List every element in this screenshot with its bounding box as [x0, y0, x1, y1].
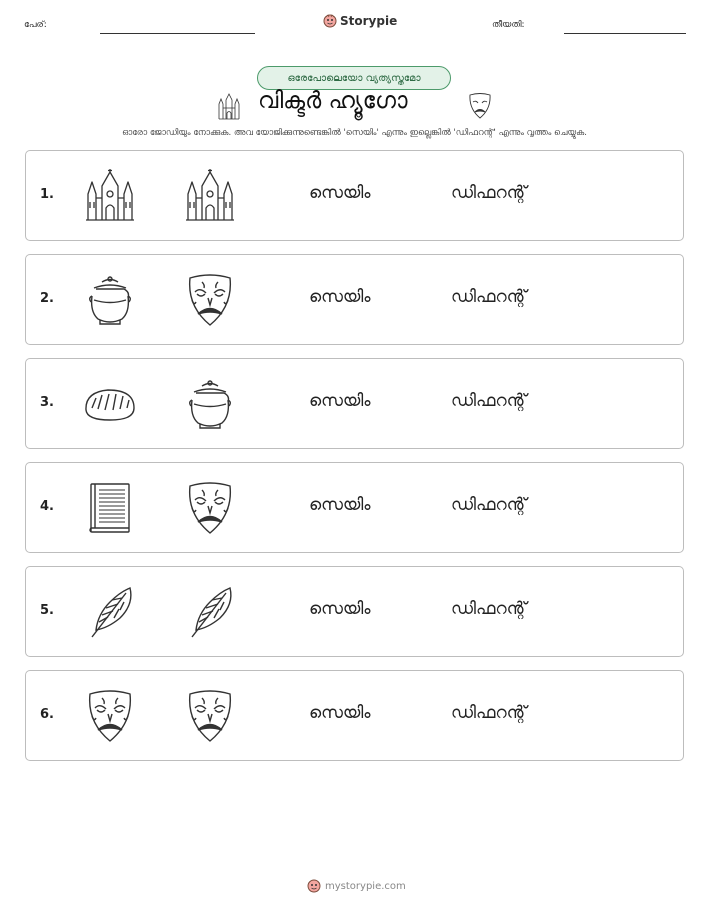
footer [307, 879, 406, 893]
brand-logo [323, 14, 397, 28]
tragedy-mask-icon [82, 688, 138, 744]
storypie-logo-icon [323, 14, 337, 28]
tragedy-mask-icon [182, 272, 238, 328]
same-option[interactable]: സെയിം [309, 183, 371, 203]
book-icon [82, 480, 138, 536]
page-title: വിക്ടർ ഹ്യൂഗോ [258, 88, 408, 114]
different-option[interactable]: ഡിഫറന്റ് [451, 495, 527, 515]
name-line[interactable] [100, 33, 255, 34]
worksheet-header [0, 12, 709, 40]
different-option[interactable]: ഡിഫറന്റ് [451, 287, 527, 307]
quill-feather-icon [82, 584, 138, 640]
footer-website[interactable]: mystorypie.com [325, 880, 406, 892]
instructions-text: ഓരോ ജോഡിയും നോക്കുക. അവ യോജിക്കുന്നുണ്ടെങ്കിൽ 'സെയിം' എന്നും ഇല്ലെങ്കിൽ 'ഡിഫറന്റ്' എന്നും വൃത്തം ചെയ്യുക. [122, 128, 587, 138]
brand-name: Storypie [340, 14, 398, 28]
tragedy-mask-icon [182, 688, 238, 744]
tragedy-mask-icon [468, 92, 492, 120]
question-row-6 [25, 670, 684, 761]
storypie-logo-icon [307, 879, 321, 893]
pot-icon [82, 272, 138, 328]
date-line[interactable] [564, 33, 686, 34]
question-number: 5. [40, 603, 54, 618]
question-row-5 [25, 566, 684, 657]
same-option[interactable]: സെയിം [309, 287, 371, 307]
cathedral-icon [216, 92, 242, 120]
question-number: 4. [40, 499, 54, 514]
question-number: 2. [40, 291, 54, 306]
tragedy-mask-icon [182, 480, 238, 536]
question-row-2 [25, 254, 684, 345]
quill-feather-icon [182, 584, 238, 640]
same-option[interactable]: സെയിം [309, 391, 371, 411]
same-option[interactable]: സെയിം [309, 495, 371, 515]
name-label: പേര്: [24, 20, 47, 30]
bread-icon [82, 376, 138, 432]
cathedral-icon [182, 168, 238, 224]
date-label: തീയതി: [492, 20, 525, 30]
different-option[interactable]: ഡിഫറന്റ് [451, 703, 527, 723]
cathedral-icon [82, 168, 138, 224]
different-option[interactable]: ഡിഫറന്റ് [451, 391, 527, 411]
same-option[interactable]: സെയിം [309, 599, 371, 619]
question-number: 6. [40, 707, 54, 722]
worksheet-type-badge: ഒരേപോലെയോ വ്യത്യസ്തമോ [257, 66, 451, 90]
different-option[interactable]: ഡിഫറന്റ് [451, 183, 527, 203]
pot-icon [182, 376, 238, 432]
question-row-3 [25, 358, 684, 449]
question-row-4 [25, 462, 684, 553]
question-row-1 [25, 150, 684, 241]
same-option[interactable]: സെയിം [309, 703, 371, 723]
different-option[interactable]: ഡിഫറന്റ് [451, 599, 527, 619]
question-number: 3. [40, 395, 54, 410]
question-number: 1. [40, 187, 54, 202]
